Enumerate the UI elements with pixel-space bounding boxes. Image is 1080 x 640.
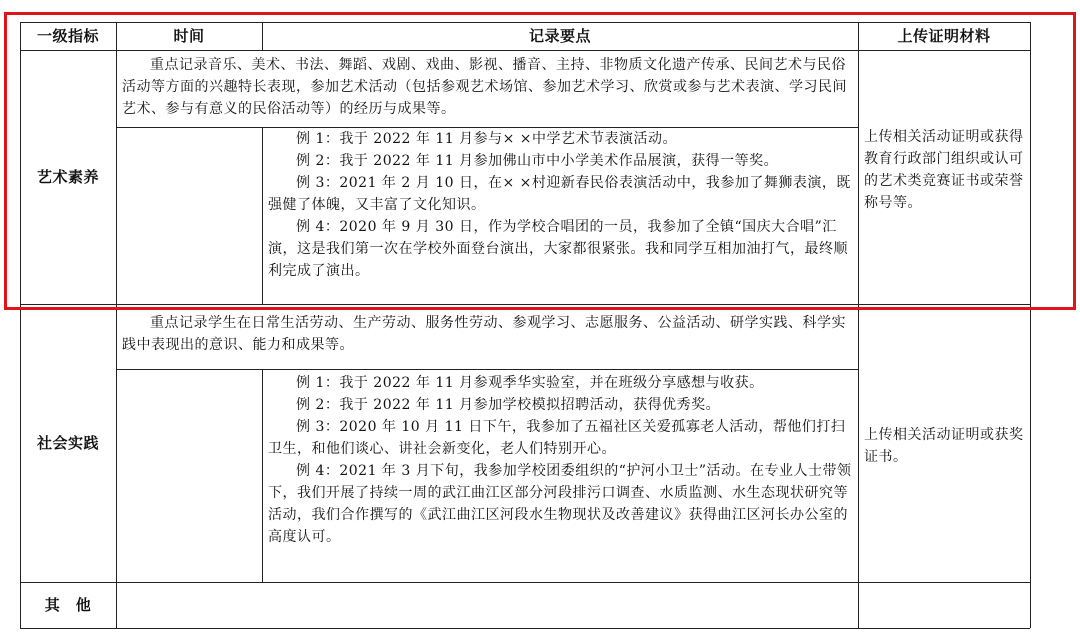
practice-example-3: 例 3：2020 年 10 月 11 日下午，我参加了五福社区关爱孤寡老人活动，帮他们打扫卫生，和他们谈心、讲社会新变化，老人们特别开心。 [268, 419, 846, 457]
practice-example-4: 例 4：2021 年 3 月下旬，我参加学校团委组织的“护河小卫士”活动。在专业人士带领下，我们开展了持续一周的武江曲江区部分河段排污口调查、水质监测、水生态现状研究等活动，我们合作撰写的《武江曲江区河段水生物现状及改善建议》获得曲江区河长办公室的高度认可。 [268, 463, 852, 545]
arts-guideline [122, 54, 854, 126]
practice-upload-text: 上传相关活动证明或获奖证书。 [864, 427, 1024, 465]
practice-upload [864, 424, 1024, 474]
section-label-other: 其 他 [44, 596, 92, 614]
col-divider-time-arts [262, 127, 263, 304]
header-upload-materials: 上传证明材料 [897, 27, 991, 45]
col-divider-upload [858, 22, 859, 628]
practice-examples [268, 372, 854, 582]
section-label-practice: 社会实践 [36, 434, 99, 452]
arts-example-3: 例 3：2021 年 2 月 10 日，在× ×村迎新春民俗表演活动中，我参加了舞狮表演，既强健了体魄，又丰富了文化知识。 [268, 175, 851, 213]
arts-upload [864, 126, 1024, 236]
arts-examples [268, 128, 854, 304]
practice-guideline-text: 重点记录学生在日常生活劳动、生产劳动、服务性劳动、参观学习、志愿服务、公益活动、研学实践、科学实践中表现出的意识、能力和成果等。 [122, 315, 846, 353]
section-label-arts: 艺术素养 [36, 168, 99, 186]
header-time: 时间 [173, 27, 205, 45]
table-border-bottom [20, 628, 1030, 629]
practice-time-cell [116, 369, 262, 582]
table-border-right [1030, 22, 1031, 628]
section-divider-arts [20, 304, 1030, 305]
header-record-points: 记录要点 [528, 27, 591, 45]
arts-guideline-text: 重点记录音乐、美术、书法、舞蹈、戏剧、戏曲、影视、播音、主持、非物质文化遗产传承、民间艺术与民俗活动等方面的兴趣特长表现，参加艺术活动（包括参观艺术场馆、参加艺术学习、欣赏或参与艺术表演、学习民间艺术、参与有意义的民俗活动等）的经历与成果等。 [122, 57, 847, 117]
practice-guideline [122, 312, 854, 368]
arts-example-2: 例 2：我于 2022 年 11 月参加佛山市中小学美术作品展演，获得一等奖。 [296, 153, 779, 169]
practice-example-2: 例 2：我于 2022 年 11 月参加学校模拟招聘活动，获得优秀奖。 [296, 397, 721, 413]
arts-example-1: 例 1：我于 2022 年 11 月参与× ×中学艺术节表演活动。 [296, 131, 678, 147]
header-indicator: 一级指标 [36, 27, 99, 45]
other-upload-cell [858, 582, 1030, 628]
arts-example-4: 例 4：2020 年 9 月 30 日，作为学校合唱团的一员，我参加了全镇“国庆大合唱”汇演，这是我们第一次在学校外面登台演出，大家都很紧张。我和同学互相加油打气，最终顺利完成了演出。 [268, 219, 848, 279]
header-divider [20, 50, 1030, 51]
arts-time-cell [116, 127, 262, 304]
arts-upload-text: 上传相关活动证明或获得教育行政部门组织或认可的艺术类竞赛证书或荣誉称号等。 [864, 129, 1024, 211]
col-divider-time-practice [262, 369, 263, 582]
other-record-cell [116, 582, 858, 628]
practice-example-1: 例 1：我于 2022 年 11 月参观季华实验室，并在班级分享感想与收获。 [296, 375, 764, 391]
